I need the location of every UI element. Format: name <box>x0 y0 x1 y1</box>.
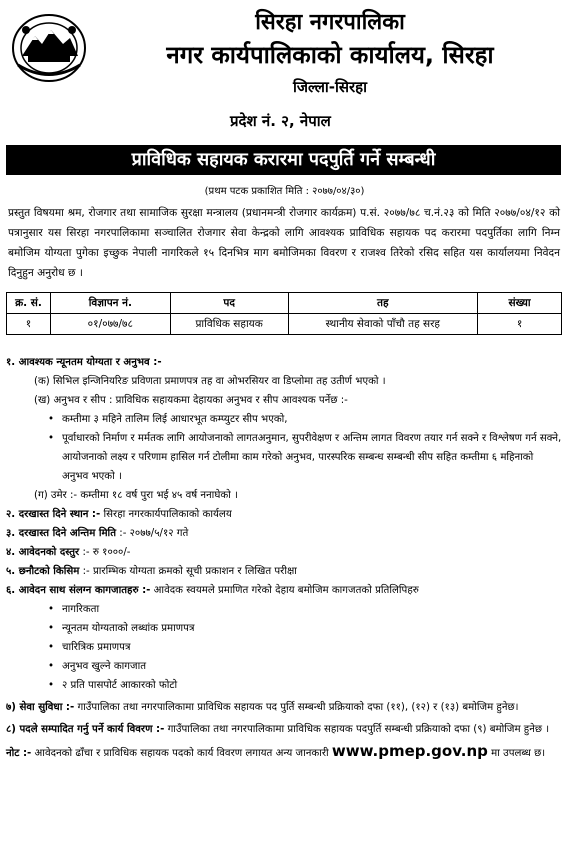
col-count: संख्या <box>478 293 562 314</box>
publish-date: (प्रथम पटक प्रकाशित मिति : २०७७/०४/३०) <box>204 186 365 197</box>
section-4: ४. आवेदनको दस्तुर :- रु १०००/- <box>6 547 131 558</box>
list-item: • न्यूनतम योग्यताको लब्धांक प्रमाणपत्र <box>6 619 562 638</box>
intro-paragraph: प्रस्तुत विषयमा श्रम, रोजगार तथा सामाजिक सुरक्षा मन्त्रालय (प्रधानमन्त्री रोजगार कार्यक्रम) प.सं. २०७७/७८ च.नं.२३ को मिति २०७७/०४/१२ को पत्रानुसार यस सिरहा नगरपालिकामा सञ्चालित रोजगार सेवा केन्द्रको लागि आवश्यक प्राविधिक सहायक पद करारमा पदपुर्तिका लागि निम्न बमोजिम योग्यता पुगेका इच्छुक नेपाली नागरिकले १५ दिनभित्र माग बमोजिमका विवरण र राजश्व तिरेको रसिद सहित यस कार्यालयमा निवेदन दिनुहुन अनुरोध छ । <box>8 207 560 279</box>
list-item: • कम्तीमा ३ महिने तालिम लिई आधारभूत कम्प्युटर सीप भएको, <box>6 410 562 429</box>
col-level: तह <box>288 293 478 314</box>
list-item: • पूर्वाधारको निर्माण र मर्मतक लागि आयोजनाको लागतअनुमान, सुपरीवेक्षण र अन्तिम लागत विवरण तयार गर्न सक्ने र विश्लेषण गर्न सक्ने, आयोजनाको लक्ष्य र परिणाम हासिल गर्न टोलीमा काम गरेको अनुभव, पारस्परिक सम्बन्ध सम्बन्धी सीप सहित कम्तीमा ६ महिनाको अनुभव भएको । <box>6 429 562 486</box>
list-item: • २ प्रति पासपोर्ट आकारको फोटो <box>6 676 562 695</box>
table-header-row <box>7 293 562 314</box>
notice-title: प्राविधिक सहायक करारमा पदपुर्ति गर्ने सम्बन्धी <box>6 145 561 175</box>
section-1-ka: (क) सिभिल इन्जिनियरिङ प्रविणता प्रमाणपत्र तह वा ओभरसियर वा डिप्लोमा तह उतीर्ण भएको । <box>34 376 386 387</box>
col-post: पद <box>170 293 288 314</box>
cell-post: प्राविधिक सहायक <box>170 314 288 335</box>
col-ad-number: विज्ञापन नं. <box>50 293 170 314</box>
section-3: ३. दरखास्त दिने अन्तिम मिति :- २०७७/५/१२ गते <box>6 528 189 539</box>
section-6: ६. आवेदन साथ संलग्न कागजातहरु :- आवेदक स्वयमले प्रमाणित गरेको देहाय बमोजिम कागजतको प्रतिलिपिहरु <box>6 585 419 596</box>
district-name: जिल्ला-सिरहा <box>292 78 368 96</box>
table-row <box>7 314 562 335</box>
cell-ad-number: ०१/०७७/७८ <box>50 314 170 335</box>
section-7: ७) सेवा सुविधा :- गाउँपालिका तथा नगरपालिकामा प्राविधिक सहायक पद पुर्ति सम्बन्धी प्रक्रियाको दफा (११), (१२) र (१३) बमोजिम हुनेछ। <box>6 702 519 713</box>
section-5: ५. छनौटको किसिम :- प्रारम्भिक योग्यता क्रमको सूची प्रकाशन र लिखित परीक्षा <box>6 566 297 577</box>
requirements-section <box>6 353 562 763</box>
note: नोट :- आवेदनको ढाँचा र प्राविधिक सहायक पदको कार्य विवरण लगायत अन्य जानकारी www.pmep.gov.np मा उपलब्ध छ। <box>6 742 546 760</box>
list-item: • अनुभव खुल्ने कागजात <box>6 657 562 676</box>
section-2: २. दरखास्त दिने स्थान :- सिरहा नगरकार्यपालिकाको कार्यलय <box>6 509 232 520</box>
nepal-emblem-icon <box>8 10 90 86</box>
cell-level: स्थानीय सेवाको पाँचौ तह सरह <box>288 314 478 335</box>
list-item: • नागरिकता <box>6 600 562 619</box>
office-name: नगर कार्यपालिकाको कार्यालय, सिरहा <box>166 41 494 69</box>
cell-count: १ <box>478 314 562 335</box>
cell-serial: १ <box>7 314 51 335</box>
col-serial: क्र. सं. <box>7 293 51 314</box>
province-name: प्रदेश नं. २, नेपाल <box>230 112 331 130</box>
website-link[interactable]: www.pmep.gov.np <box>331 742 488 760</box>
section-1-ga: (ग) उमेर :- कम्तीमा १८ वर्ष पुरा भई ४५ वर्ष ननाघेको । <box>34 490 238 501</box>
section-1-heading: १. आवश्यक न्यूनतम योग्यता र अनुभव :- <box>6 357 162 368</box>
list-item: • चारित्रिक प्रमाणपत्र <box>6 638 562 657</box>
vacancy-table <box>6 292 562 335</box>
section-8: ८) पदले सम्पादित गर्नु पर्ने कार्य विवरण :- गाउँपालिका तथा नगरपालिकामा प्राविधिक सहायक पदपुर्ति सम्बन्धी प्रक्रियाको दफा (९) बमोजिम हुनेछ । <box>6 724 550 735</box>
municipality-name: सिरहा नगरपालिका <box>255 10 405 35</box>
section-1-kha: (ख) अनुभव र सीप : प्राविधिक सहायकमा देहायका अनुभव र सीप आवश्यक पर्नेछ :- <box>34 395 348 406</box>
